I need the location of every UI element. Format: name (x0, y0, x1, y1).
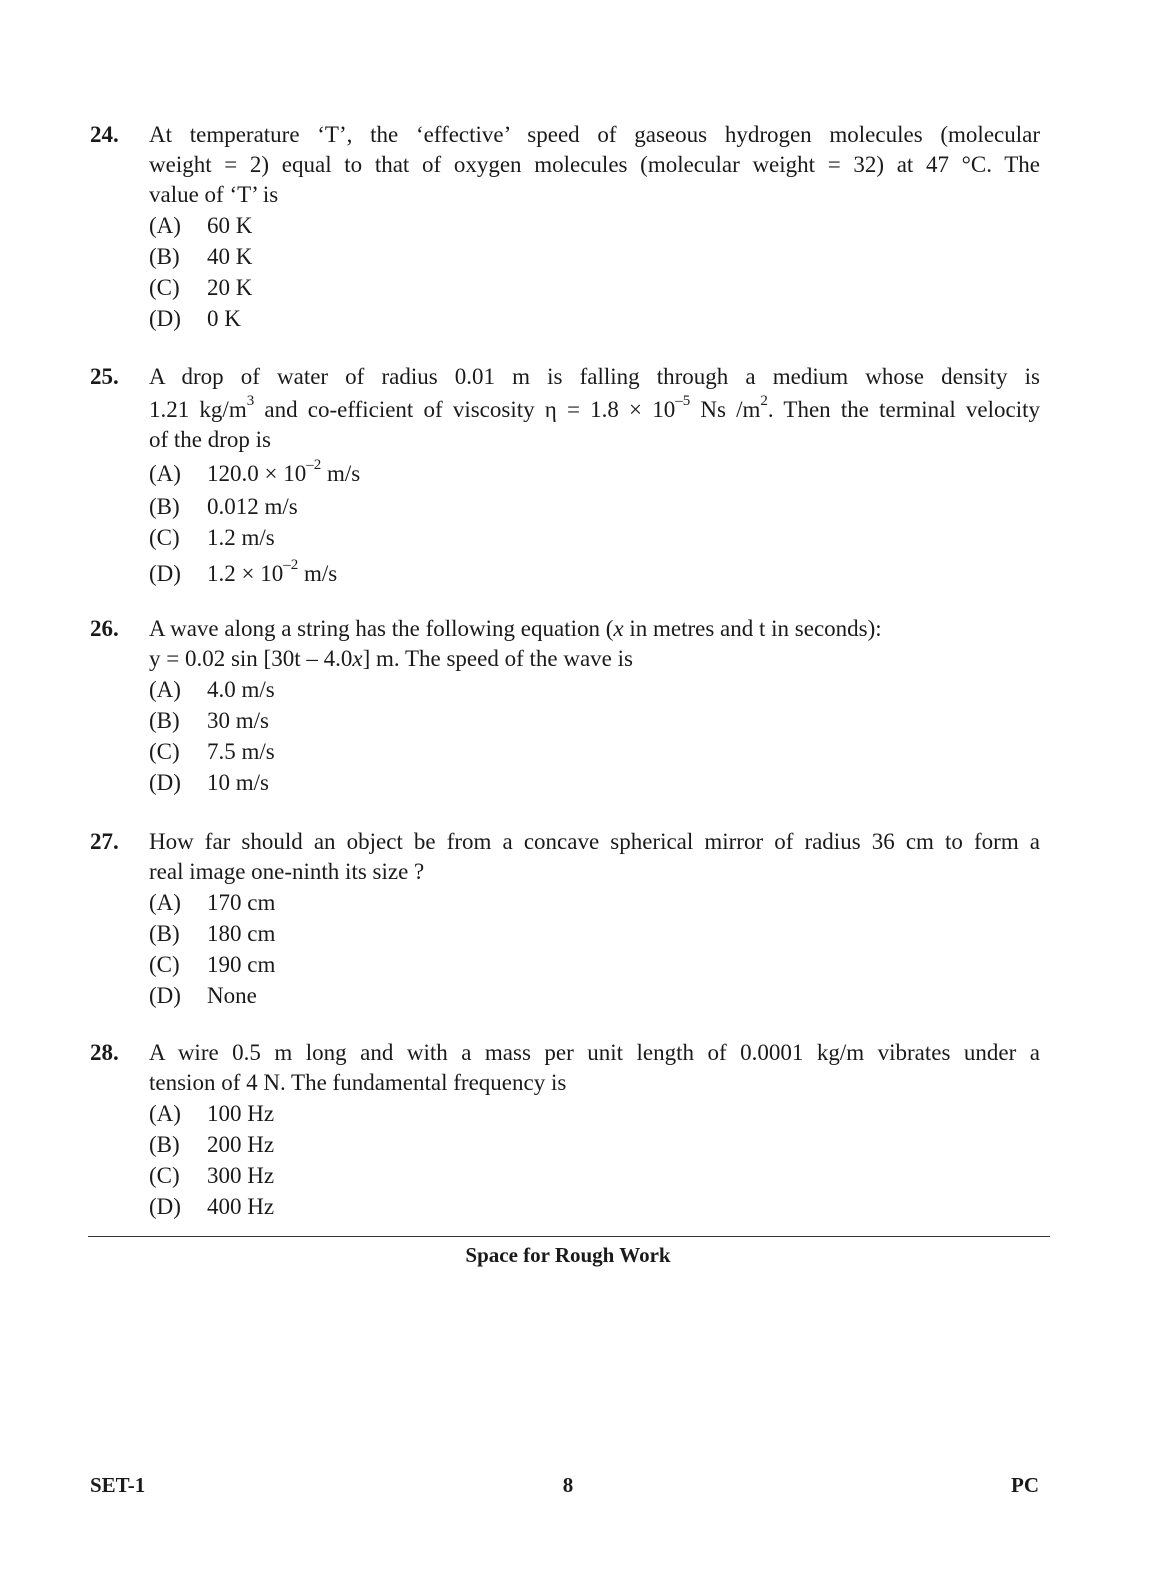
question-26 (90, 614, 1040, 799)
option-unit: m/s (298, 561, 338, 586)
footer-code: PC (1011, 1473, 1039, 1497)
question-line: weight = 2) equal to that of oxygen molecules (molecular weight = 32) at 47 °C. The (149, 152, 1040, 177)
option-letter: (C) (149, 525, 180, 550)
question-line: A wire 0.5 m long and with a mass per unit length of 0.0001 kg/m vibrates under a (149, 1040, 1040, 1065)
option-letter: (D) (149, 1194, 181, 1219)
option-text: 4.0 m/s (207, 677, 275, 702)
question-line: of the drop is (149, 427, 272, 452)
variable: x (352, 646, 363, 671)
text-run: in metres and t in seconds): (623, 616, 882, 641)
option-a[interactable] (149, 211, 1040, 242)
option-letter: (A) (149, 677, 181, 702)
question-line: real image one-ninth its size ? (149, 859, 425, 884)
option-text: 100 Hz (207, 1101, 275, 1126)
question-number: 28. (90, 1040, 119, 1065)
option-b[interactable] (149, 492, 1040, 523)
option-letter: (C) (149, 739, 180, 764)
option-text: 200 Hz (207, 1132, 275, 1157)
option-b[interactable] (149, 242, 1040, 273)
option-c[interactable] (149, 1161, 1040, 1192)
option-a[interactable] (149, 888, 1040, 919)
question-text (149, 362, 1040, 455)
option-unit: m/s (321, 461, 361, 486)
question-line (149, 395, 1040, 425)
option-text: 10 m/s (207, 770, 269, 795)
footer-page-number: 8 (562, 1473, 574, 1497)
text-run: 1.21 kg/m (149, 397, 247, 422)
option-letter: (B) (149, 244, 180, 269)
options-list (149, 888, 1040, 1012)
option-text: 1.2 m/s (207, 525, 275, 550)
option-c[interactable] (149, 273, 1040, 304)
question-number: 26. (90, 616, 119, 641)
superscript: –2 (306, 457, 322, 474)
superscript: 3 (246, 393, 255, 410)
text-run: ] m. The speed of the wave is (362, 646, 633, 671)
option-c[interactable] (149, 950, 1040, 981)
option-b[interactable] (149, 919, 1040, 950)
option-text: 20 K (207, 275, 253, 300)
divider-rule (88, 1236, 1050, 1237)
option-letter: (A) (149, 890, 181, 915)
option-text: 60 K (207, 213, 253, 238)
question-28 (90, 1038, 1040, 1223)
option-letter: (C) (149, 952, 180, 977)
option-c[interactable] (149, 737, 1040, 768)
option-d[interactable] (149, 1192, 1040, 1223)
option-text: 400 Hz (207, 1194, 275, 1219)
question-line (149, 644, 1040, 674)
footer-set: SET-1 (90, 1473, 146, 1497)
question-number: 24. (90, 122, 119, 147)
option-text: 120.0 × 10 (207, 461, 307, 486)
option-letter: (A) (149, 1101, 181, 1126)
question-line: How far should an object be from a concave spherical mirror of radius 36 cm to form a (149, 829, 1040, 854)
option-a[interactable] (149, 459, 1040, 492)
option-d[interactable] (149, 559, 1040, 590)
option-letter: (A) (149, 213, 181, 238)
option-letter: (C) (149, 1163, 180, 1188)
option-letter: (D) (149, 770, 181, 795)
option-letter: (B) (149, 1132, 180, 1157)
option-b[interactable] (149, 706, 1040, 737)
option-a[interactable] (149, 1099, 1040, 1130)
option-text: 0 K (207, 306, 241, 331)
option-c[interactable] (149, 523, 1040, 554)
option-letter: (A) (149, 461, 181, 486)
option-text: 30 m/s (207, 708, 269, 733)
option-text: None (207, 983, 257, 1008)
superscript: 2 (760, 393, 768, 410)
question-text (149, 1038, 1040, 1098)
question-text (149, 120, 1040, 210)
option-letter: (D) (149, 561, 181, 586)
text-run: y = 0.02 sin [30t – 4.0 (149, 646, 353, 671)
question-line: A drop of water of radius 0.01 m is falling through a medium whose density is (149, 364, 1040, 389)
option-letter: (B) (149, 494, 180, 519)
option-d[interactable] (149, 304, 1040, 335)
option-a[interactable] (149, 675, 1040, 706)
option-letter: (B) (149, 708, 180, 733)
question-24 (90, 120, 1040, 335)
question-text (149, 614, 1040, 674)
question-25 (90, 362, 1040, 590)
question-line: At temperature ‘T’, the ‘effective’ speed of gaseous hydrogen molecules (molecular (149, 122, 1040, 147)
option-text: 300 Hz (207, 1163, 275, 1188)
question-line: tension of 4 N. The fundamental frequency is (149, 1070, 567, 1095)
question-text (149, 827, 1040, 887)
option-b[interactable] (149, 1130, 1040, 1161)
question-line: value of ‘T’ is (149, 182, 279, 207)
text-run: . Then the terminal velocity (767, 397, 1040, 422)
variable: x (613, 616, 624, 641)
options-list (149, 459, 1040, 590)
option-text: 180 cm (207, 921, 276, 946)
options-list (149, 211, 1040, 335)
option-letter: (D) (149, 983, 181, 1008)
option-text: 190 cm (207, 952, 276, 977)
superscript: –2 (283, 557, 299, 574)
option-text: 7.5 m/s (207, 739, 275, 764)
option-d[interactable] (149, 768, 1040, 799)
question-number: 25. (90, 364, 119, 389)
options-list (149, 1099, 1040, 1223)
text-run: A wave along a string has the following equation ( (149, 616, 614, 641)
option-text: 0.012 m/s (207, 494, 298, 519)
option-text: 40 K (207, 244, 253, 269)
rough-work-label: Space for Rough Work (465, 1243, 671, 1267)
superscript: –5 (675, 393, 691, 410)
question-27 (90, 827, 1040, 1012)
question-number: 27. (90, 829, 119, 854)
option-d[interactable] (149, 981, 1040, 1012)
question-line (149, 614, 1040, 644)
option-letter: (C) (149, 275, 180, 300)
option-text: 1.2 × 10 (207, 561, 284, 586)
text-run: and co-efficient of viscosity η = 1.8 × 10 (254, 397, 676, 422)
option-letter: (B) (149, 921, 180, 946)
options-list (149, 675, 1040, 799)
option-letter: (D) (149, 306, 181, 331)
text-run: Ns /m (690, 397, 761, 422)
option-text: 170 cm (207, 890, 276, 915)
